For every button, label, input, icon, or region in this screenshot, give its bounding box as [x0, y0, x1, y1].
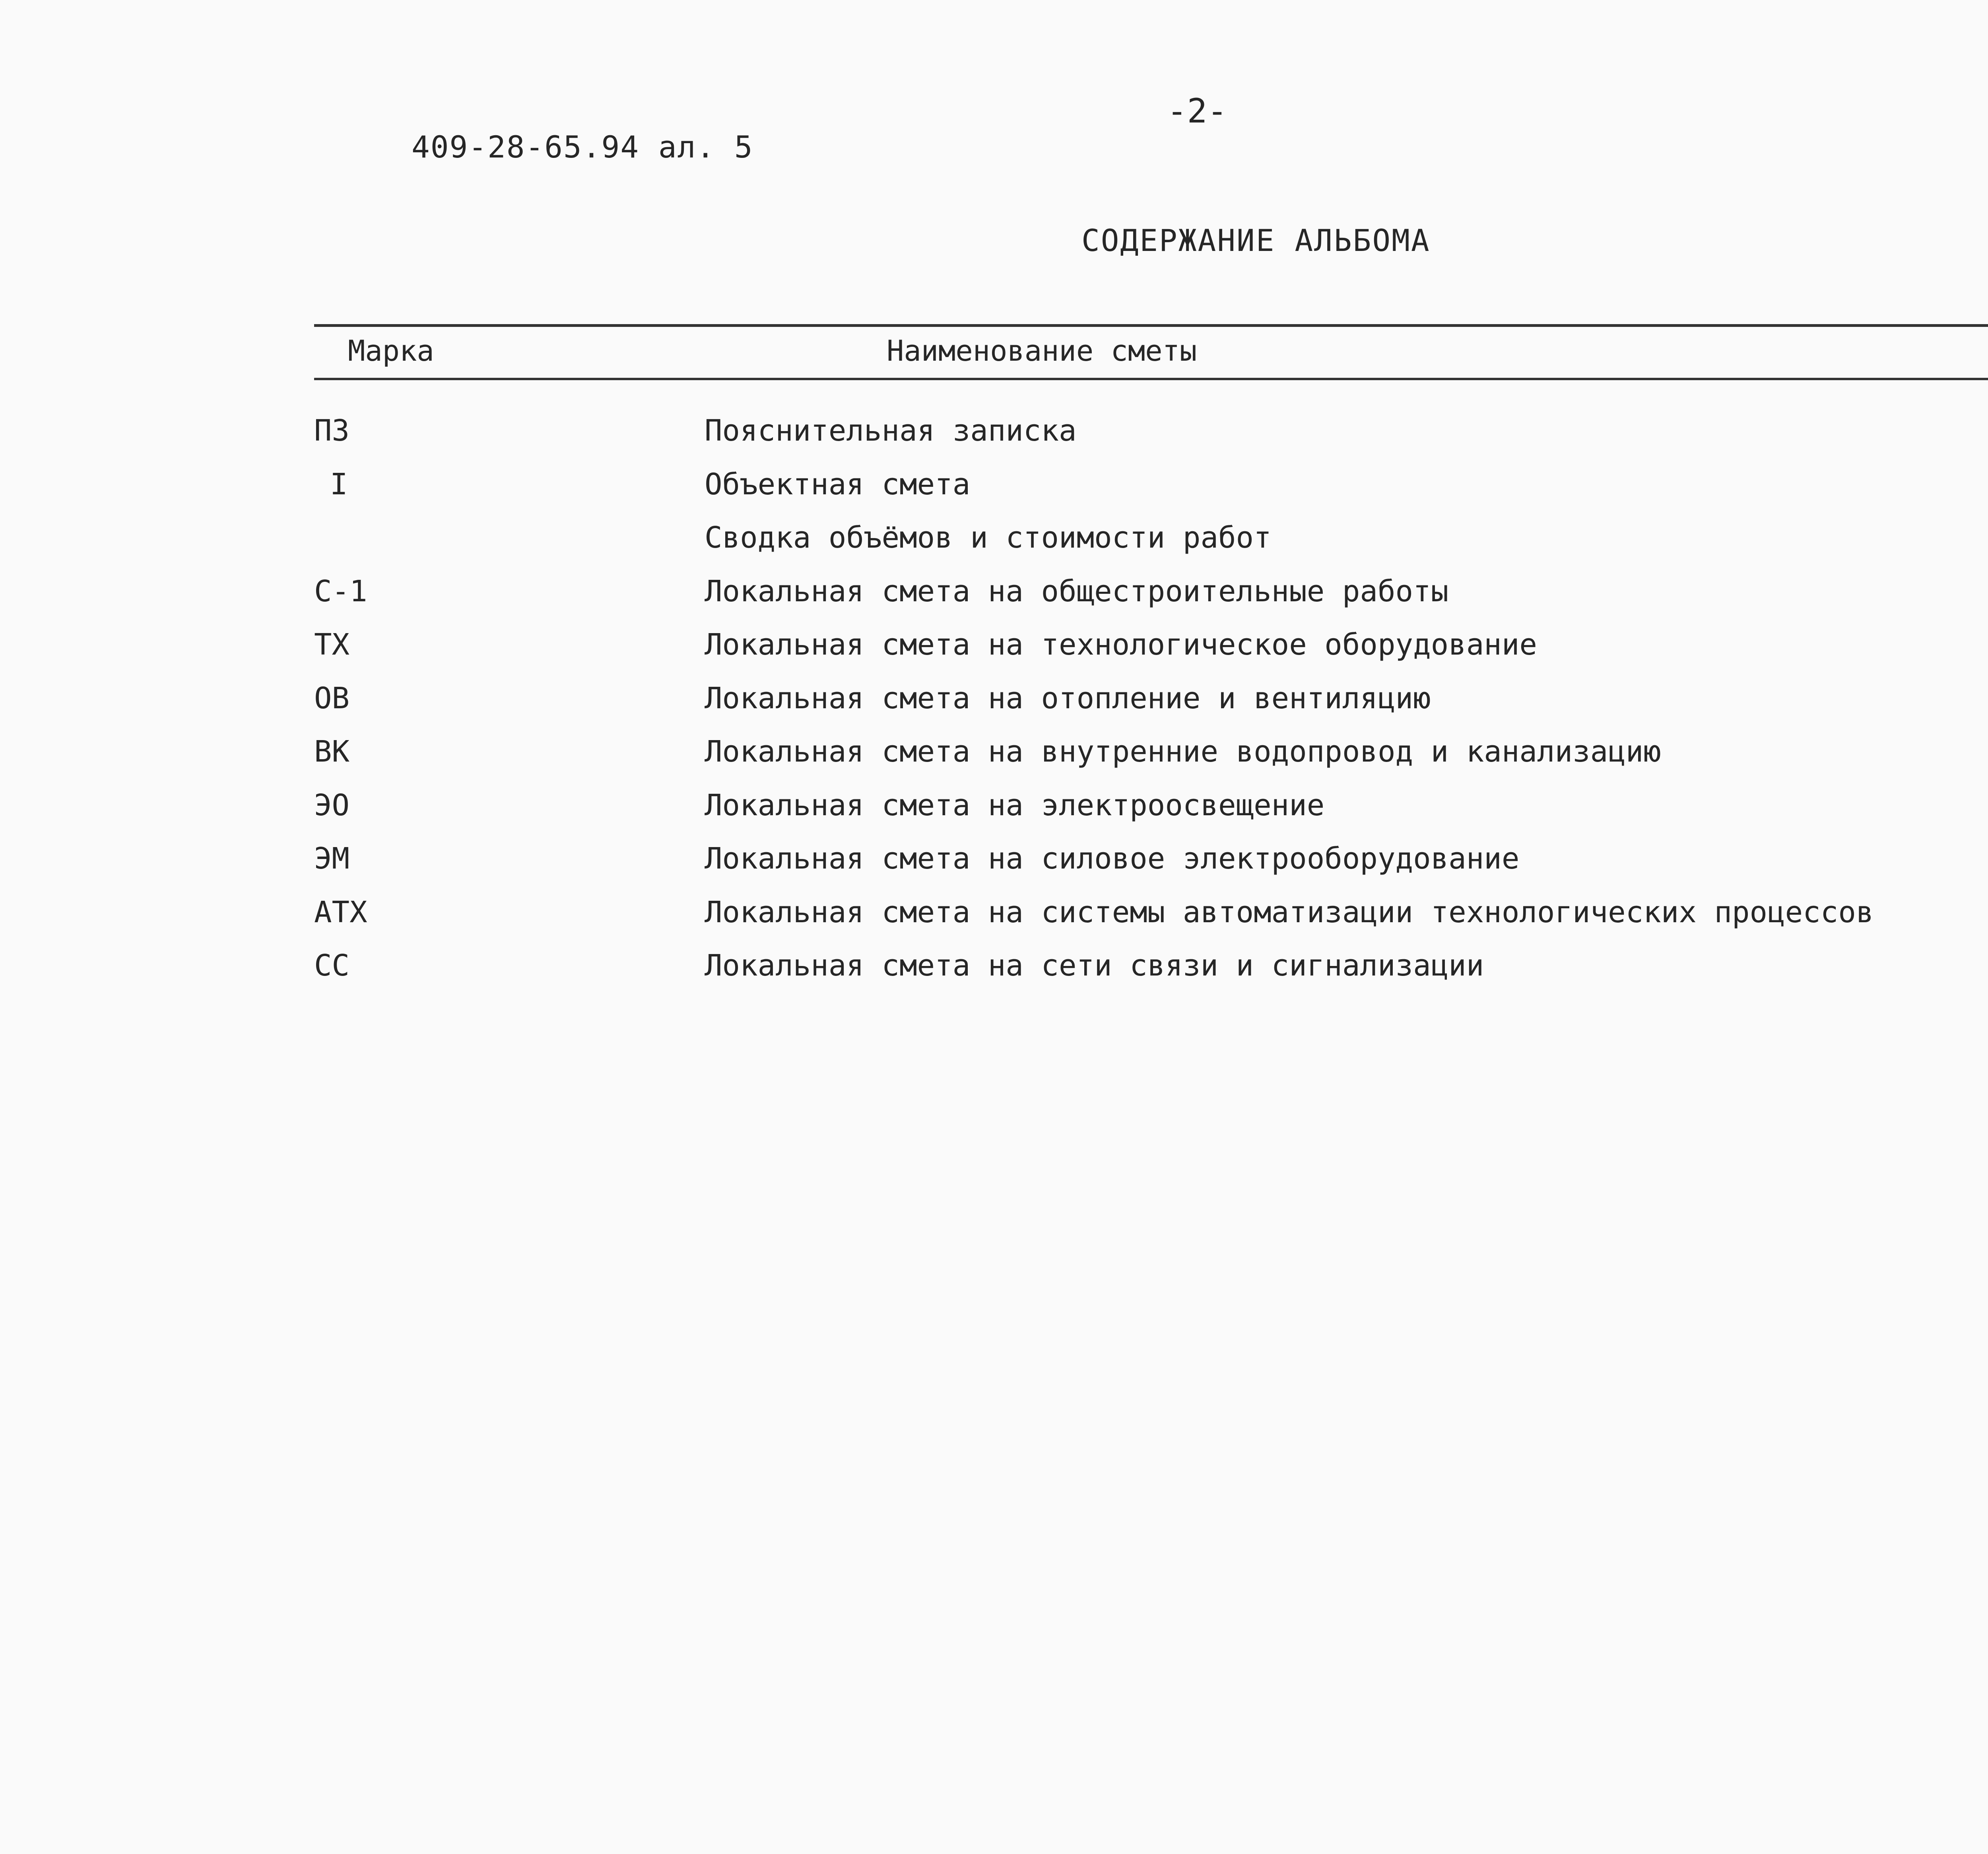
- row-mark: ТХ: [314, 628, 350, 662]
- row-name: Объектная смета: [705, 467, 971, 501]
- table-row: [0, 841, 1988, 895]
- table-row: [0, 574, 1988, 628]
- row-mark: ВК: [314, 735, 350, 769]
- column-header-mark: Марка: [348, 334, 434, 367]
- table-row: [0, 521, 1988, 574]
- row-name: Локальная смета на отопление и вентиляцию: [705, 681, 1431, 715]
- row-mark: ЭМ: [314, 841, 350, 876]
- table-row: [0, 948, 1988, 1002]
- table-row: [0, 735, 1988, 788]
- row-name: Сводка объёмов и стоимости работ: [705, 521, 1272, 555]
- row-name: Локальная смета на системы автоматизации технологических процессов: [705, 895, 1874, 929]
- page-title: СОДЕРЖАНИЕ АЛЬБОМА: [1081, 223, 1431, 258]
- table-row: [0, 895, 1988, 949]
- page-number: -2-: [1167, 91, 1227, 130]
- row-mark: СС: [314, 948, 350, 983]
- row-mark: ПЗ: [314, 414, 350, 448]
- row-name: Локальная смета на силовое электрооборудование: [705, 841, 1520, 876]
- row-mark: АТХ: [314, 895, 367, 929]
- row-mark: ЭО: [314, 788, 350, 822]
- table-header-rule: [314, 378, 1988, 380]
- row-mark: I: [330, 467, 348, 501]
- table-top-rule: [314, 324, 1988, 327]
- document-code: 409-28-65.94 ал. 5: [412, 129, 753, 165]
- table-row: [0, 414, 1988, 467]
- column-header-name: Наименование сметы: [887, 334, 1197, 367]
- row-name: Локальная смета на сети связи и сигнализации: [705, 948, 1484, 983]
- row-name: Пояснительная записка: [705, 414, 1077, 448]
- row-name: Локальная смета на технологическое оборудование: [705, 628, 1537, 662]
- row-name: Локальная смета на электроосвещение: [705, 788, 1325, 822]
- table-row: [0, 467, 1988, 521]
- row-mark: ОВ: [314, 681, 350, 715]
- table-row: [0, 788, 1988, 842]
- table-row: [0, 681, 1988, 735]
- row-name: Локальная смета на общестроительные работы: [705, 574, 1449, 608]
- row-mark: С-1: [314, 574, 367, 608]
- row-name: Локальная смета на внутренние водопровод и канализацию: [705, 735, 1661, 769]
- table-row: [0, 628, 1988, 681]
- contents-table: [0, 414, 1988, 1002]
